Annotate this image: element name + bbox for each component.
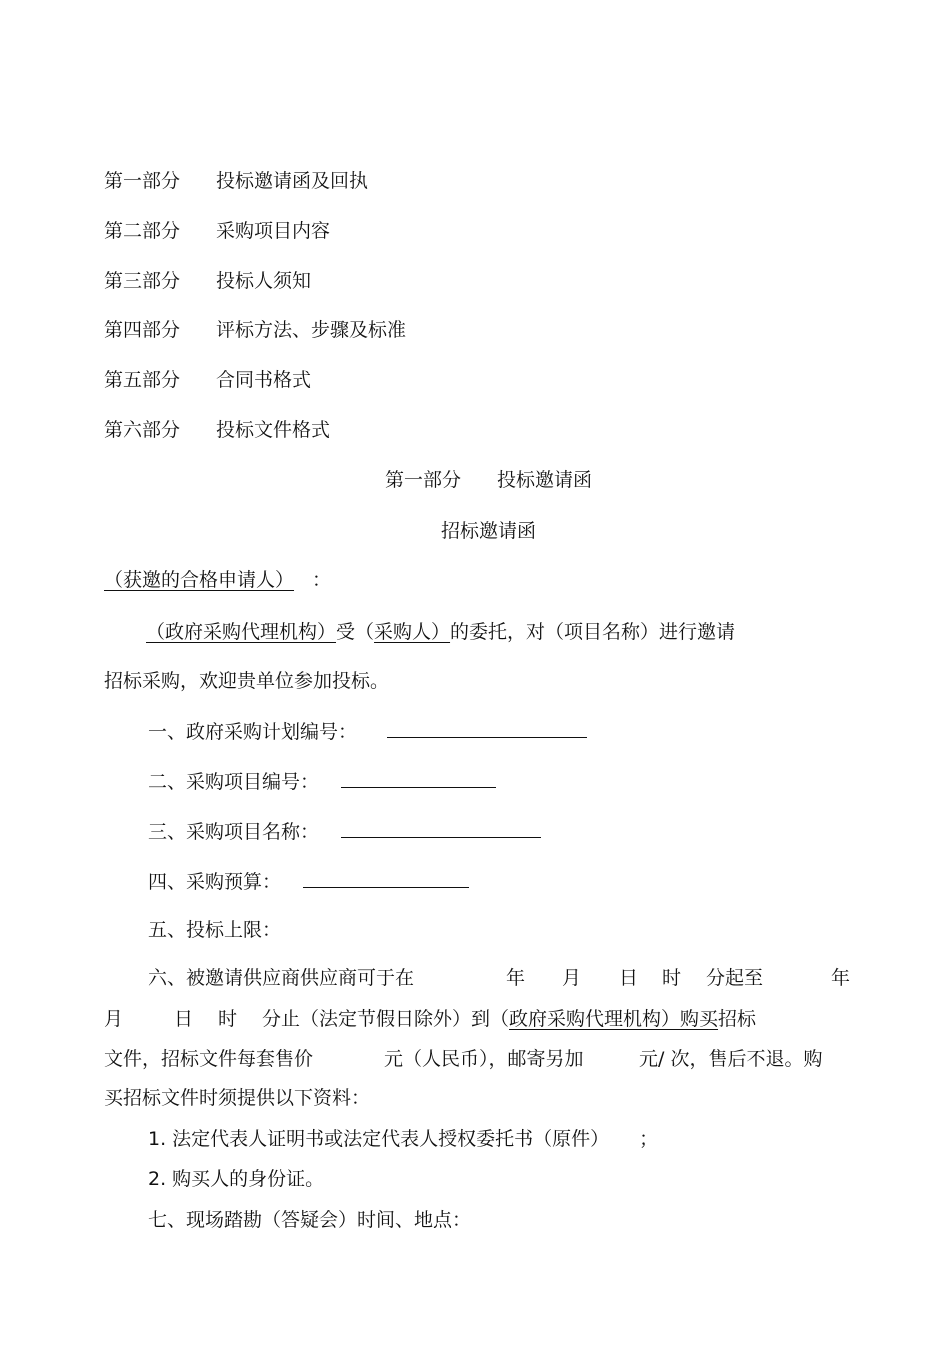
material-2: 2. 购买人的身份证。 (148, 1168, 325, 1190)
toc-part: 第四部分 (104, 319, 181, 341)
section-part: 第一部分 (385, 469, 462, 491)
addressee-name: （获邀的合格申请人） (104, 569, 295, 591)
item6-tail1: 招标 (718, 1008, 757, 1030)
intro-agency: （政府采购代理机构） (146, 621, 337, 643)
item6-line-2-tail (262, 1006, 756, 1032)
material-1-text: 1. 法定代表人证明书或法定代表人授权委托书（原件） (148, 1128, 610, 1150)
item-site-visit: 七、现场踏勘（答疑会）时间、地点： (148, 1209, 472, 1231)
toc-title: 投标人须知 (216, 270, 312, 292)
item-project-name (148, 817, 541, 845)
project-name-blank (341, 817, 541, 838)
toc-title: 投标邀请函及回执 (216, 170, 369, 192)
toc-part: 第一部分 (104, 170, 181, 192)
toc-item-5 (104, 367, 311, 393)
toc-title: 评标方法、步骤及标准 (216, 319, 407, 341)
item6-day: 日 (619, 967, 639, 989)
item6-year-2: 年 (831, 967, 851, 989)
item6-l3c: 元/ 次，售后不退。购 (639, 1048, 823, 1070)
toc-item-3 (104, 268, 311, 294)
toc-part: 第三部分 (104, 270, 181, 292)
intro-buyer: 采购人） (374, 621, 451, 643)
item-bid-cap: 五、投标上限： (148, 919, 282, 941)
item6-lead: 六、被邀请供应商供应商可于在 (148, 967, 415, 989)
item6-year: 年 (506, 967, 526, 989)
item6-line-4: 买招标文件时须提供以下资料： (104, 1087, 371, 1109)
item6-hour: 时 (662, 967, 682, 989)
item-budget (148, 867, 469, 895)
item-plan-no-label: 一、政府采购计划编号： (148, 721, 358, 743)
item6-l3b: 元（人民币），邮寄另加 (384, 1048, 584, 1070)
section-title: 投标邀请函 (497, 469, 593, 491)
item6-line-2 (104, 1006, 824, 1032)
material-1 (148, 1126, 658, 1152)
toc-item-2 (104, 218, 330, 244)
item-project-no-label: 二、采购项目编号： (148, 771, 320, 793)
toc-item-1 (104, 168, 368, 194)
toc-title: 采购项目内容 (216, 220, 331, 242)
item6-line-3 (104, 1046, 844, 1072)
material-1-end: ； (639, 1128, 659, 1150)
intro-line-1 (146, 619, 735, 645)
item6-agency: 政府采购代理机构）购买 (509, 1008, 719, 1030)
toc-part: 第二部分 (104, 220, 181, 242)
intro-mid: 的委托，对（项目名称）进行邀请 (450, 621, 736, 643)
addressee (104, 567, 331, 593)
item-plan-no (148, 717, 587, 745)
item-budget-label: 四、采购预算： (148, 871, 282, 893)
item6-line-1 (148, 965, 851, 991)
item6-month-2: 月 (104, 1008, 124, 1030)
toc-part: 第六部分 (104, 419, 181, 441)
budget-blank (303, 867, 469, 888)
toc-item-4 (104, 317, 406, 343)
toc-item-6 (104, 417, 330, 443)
toc-title: 合同书格式 (216, 369, 312, 391)
plan-no-blank (387, 717, 587, 738)
doc-title: 招标邀请函 (441, 520, 537, 542)
project-no-blank (341, 767, 496, 788)
toc-title: 投标文件格式 (216, 419, 331, 441)
item6-month: 月 (562, 967, 582, 989)
toc-part: 第五部分 (104, 369, 181, 391)
item6-hour-2: 时 (218, 1008, 238, 1030)
item6-minute-from: 分起至 (706, 967, 764, 989)
item6-l3a: 文件，招标文件每套售价 (104, 1048, 314, 1070)
item-project-name-label: 三、采购项目名称： (148, 821, 320, 843)
item6-day-2: 日 (174, 1008, 194, 1030)
section-heading (385, 467, 592, 493)
intro-line-2: 招标采购，欢迎贵单位参加投标。 (104, 670, 390, 692)
item-project-no (148, 767, 496, 795)
item6-minute-to: 分止（法定节假日除外）到（ (262, 1008, 510, 1030)
intro-entrust: 受（ (336, 621, 375, 643)
addressee-colon: ： (312, 569, 332, 591)
